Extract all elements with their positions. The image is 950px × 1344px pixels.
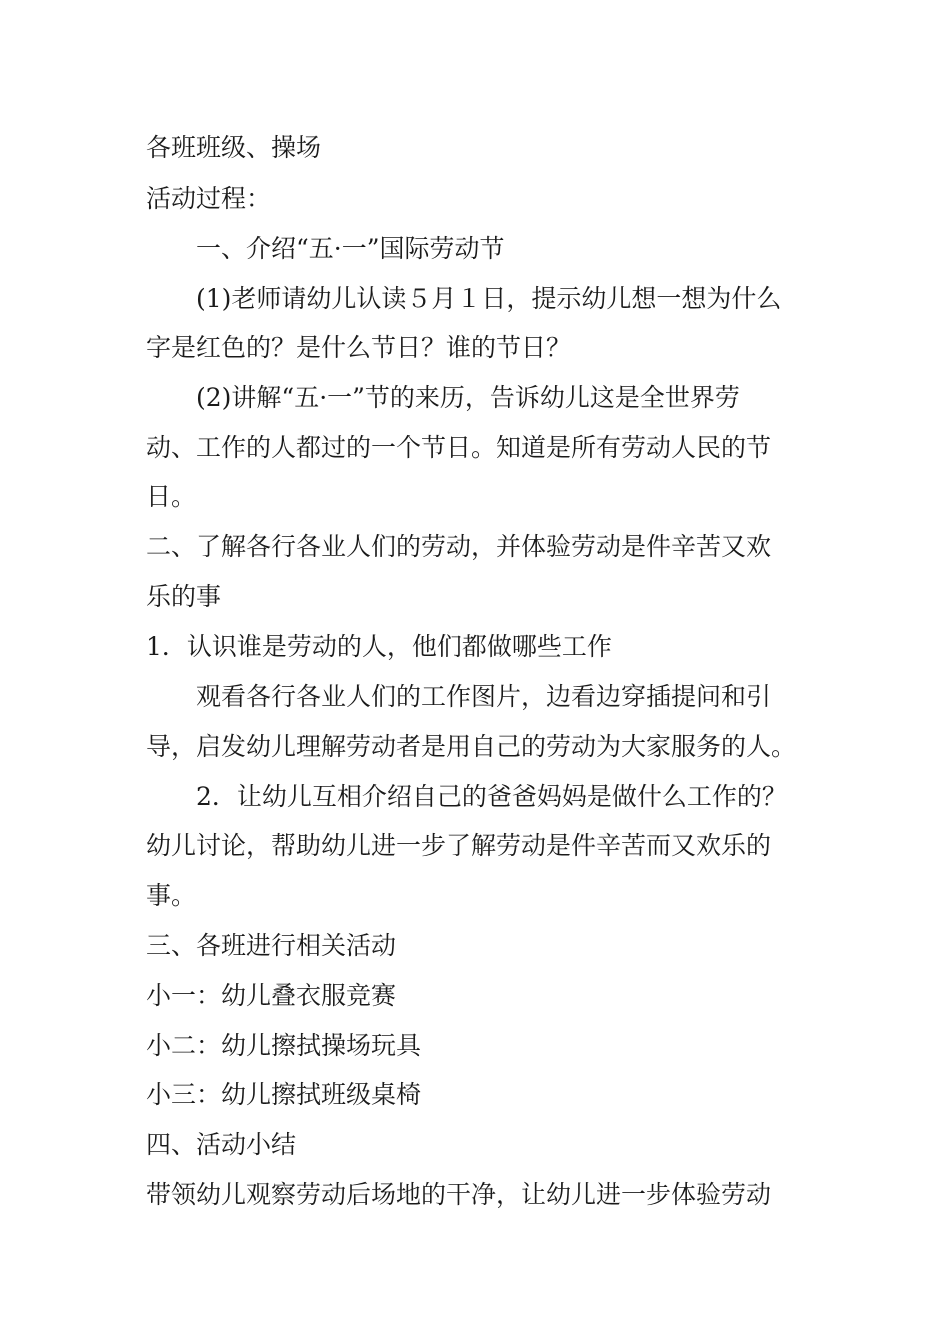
- paragraph-line: (1)老师请幼儿认读５月１日，提示幼儿想一想为什么: [196, 284, 782, 313]
- text-line-process-heading: 活动过程：: [146, 184, 272, 213]
- subsection-heading-2: 2．让幼儿互相介绍自己的爸爸妈妈是做什么工作的？: [196, 782, 787, 811]
- section-heading-2-cont: 乐的事: [146, 582, 222, 611]
- paragraph-line: 导，启发幼儿理解劳动者是用自己的劳动为大家服务的人。: [146, 732, 797, 761]
- subsection-heading-1: 1．认识谁是劳动的人，他们都做哪些工作: [146, 632, 612, 661]
- paragraph-line: 带领幼儿观察劳动后场地的干净，让幼儿进一步体验劳动: [146, 1180, 772, 1209]
- paragraph-line: 观看各行各业人们的工作图片，边看边穿插提问和引: [196, 682, 772, 711]
- paragraph-line: 幼儿讨论，帮助幼儿进一步了解劳动是件辛苦而又欢乐的: [146, 831, 772, 860]
- activity-item: 小一：幼儿叠衣服竞赛: [146, 981, 397, 1010]
- paragraph-line: 日。: [146, 482, 197, 511]
- section-heading-3: 三、各班进行相关活动: [146, 931, 397, 960]
- paragraph-line: 字是红色的？是什么节日？谁的节日？: [146, 333, 572, 362]
- section-heading-2: 二、了解各行各业人们的劳动，并体验劳动是件辛苦又欢: [146, 532, 772, 561]
- paragraph-line: (2)讲解“五·一”节的来历，告诉幼儿这是全世界劳: [196, 383, 740, 412]
- section-heading-1: 一、介绍“五·一”国际劳动节: [196, 234, 505, 263]
- paragraph-line: 动、工作的人都过的一个节日。知道是所有劳动人民的节: [146, 433, 772, 462]
- paragraph-line: 事。: [146, 881, 197, 910]
- activity-item: 小三：幼儿擦拭班级桌椅: [146, 1080, 422, 1109]
- section-heading-4: 四、活动小结: [146, 1130, 297, 1159]
- text-line-location: 各班班级、操场: [146, 133, 322, 162]
- activity-item: 小二：幼儿擦拭操场玩具: [146, 1031, 422, 1060]
